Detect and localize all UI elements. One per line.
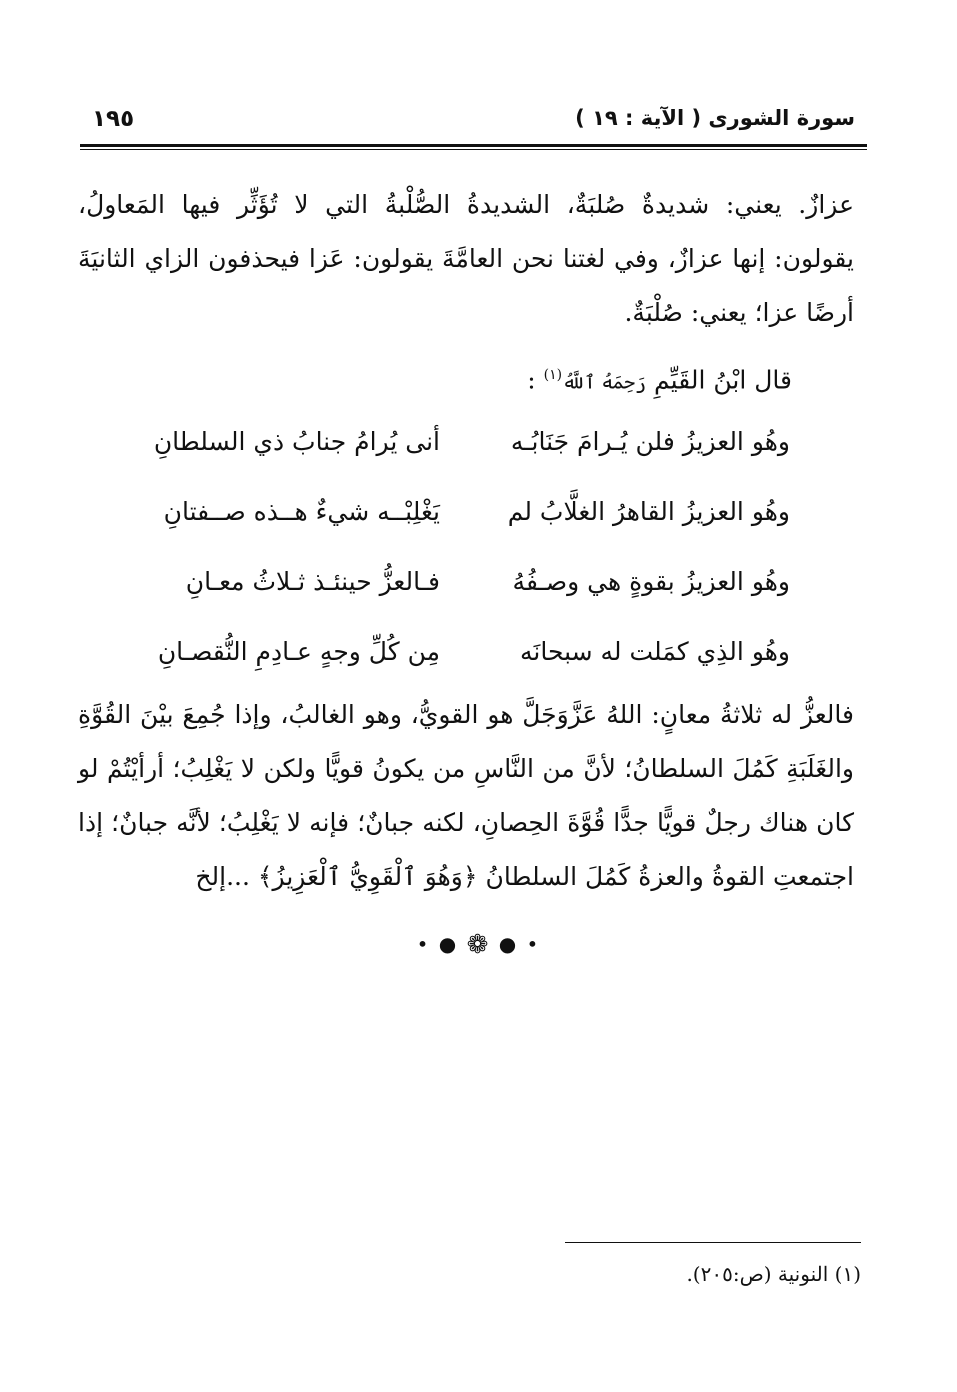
verse-first-hemistich: وهُو الذِي كمَلت له سبحانَه <box>519 637 790 666</box>
poem-verse <box>140 482 790 552</box>
footnote: (١) النونية (ص:٢٠٥). <box>686 1262 861 1286</box>
page-number: ١٩٥ <box>92 106 135 132</box>
page-header <box>80 98 867 148</box>
verse-second-hemistich: مِن كُلِّ وجهٍ عـادِمِ النُّقصـانِ <box>157 637 440 666</box>
poem-intro <box>527 348 792 409</box>
running-title: سورة الشورى ( الآية : ١٩ ) <box>575 106 855 130</box>
verse-second-hemistich: يَغْلِبْــه شيءٌ هــذه صــفتانِ <box>163 497 440 526</box>
paragraph-2: فالعزُّ له ثلاثةُ معانٍ: اللهُ عَزَّوَجَلَّ هو القويُّ، وهو الغالبُ، وإذا جُمِعَ بيْنَ القُوَّةِ والغَلَبَةِ كَمُلَ السلطانُ؛ لأنَّ من النَّاسِ من يكونُ قويًّا ولكن لا يَغْلِبُ؛ أرأيْتُمْ لو كان هناك رجلٌ قويًّا جدًّا قُوَّةَ الحِصانِ، لكنه جبانٌ؛ فإنه لا يَغْلِبُ؛ لأنَّه جبانٌ؛ إذا اجتمعتِ القوةُ والعزةُ كَمُلَ السلطانُ ﴿وَهُوَ ٱلْقَوِيُّ ٱلْعَزِيزُ﴾ ...إلخ <box>78 700 854 891</box>
ornament-dots-left: • ● <box>416 932 459 956</box>
footnote-rule <box>565 1242 861 1243</box>
ornament-dots-right: ● • <box>498 932 541 956</box>
intro-colon: : <box>527 365 536 395</box>
poem <box>140 412 790 692</box>
poem-verse <box>140 622 790 692</box>
footnote-ref[interactable]: (١) <box>543 367 563 383</box>
flower-icon: ❁ <box>466 930 491 960</box>
poem-verse <box>140 552 790 622</box>
poem-intro-text: قال ابْنُ القَيِّمِ <box>654 365 792 395</box>
verse-second-hemistich: فـالعزُّ حينئـذ ثـلاثُ معـانِ <box>185 567 440 596</box>
header-rule-thin <box>80 149 867 150</box>
verse-first-hemistich: وهُو العزيزُ بقوةٍ هي وصـفُهُ <box>512 567 790 596</box>
header-rule-thick <box>80 144 867 147</box>
honorific: رَحِمَهُ ٱللَّهُ <box>562 371 647 394</box>
verse-first-hemistich: وهُو العزيزُ فلن يُـرامَ جَنَابُـه <box>510 427 790 456</box>
verse-second-hemistich: أنى يُرامُ جنابُ ذي السلطانِ <box>153 427 440 456</box>
poem-verse <box>140 412 790 482</box>
paragraph-1: عزازٌ. يعني: شديدةٌ صُلبَةٌ، الشديدةُ الصُّلْبةُ التي لا تُؤَثِّر فيها المَعاولُ، يقولون: إنها عزازٌ، وفي لغتنا نحن العامَّةَ يقولون: عَزا فيحذفون الزاي الثانيَةَ أرضًا عزا؛ يعني: صُلْبَةٌ. <box>78 190 854 327</box>
verse-first-hemistich: وهُو العزيزُ القاهرُ الغلَّابُ لم <box>507 497 790 526</box>
section-divider-ornament <box>0 930 957 960</box>
